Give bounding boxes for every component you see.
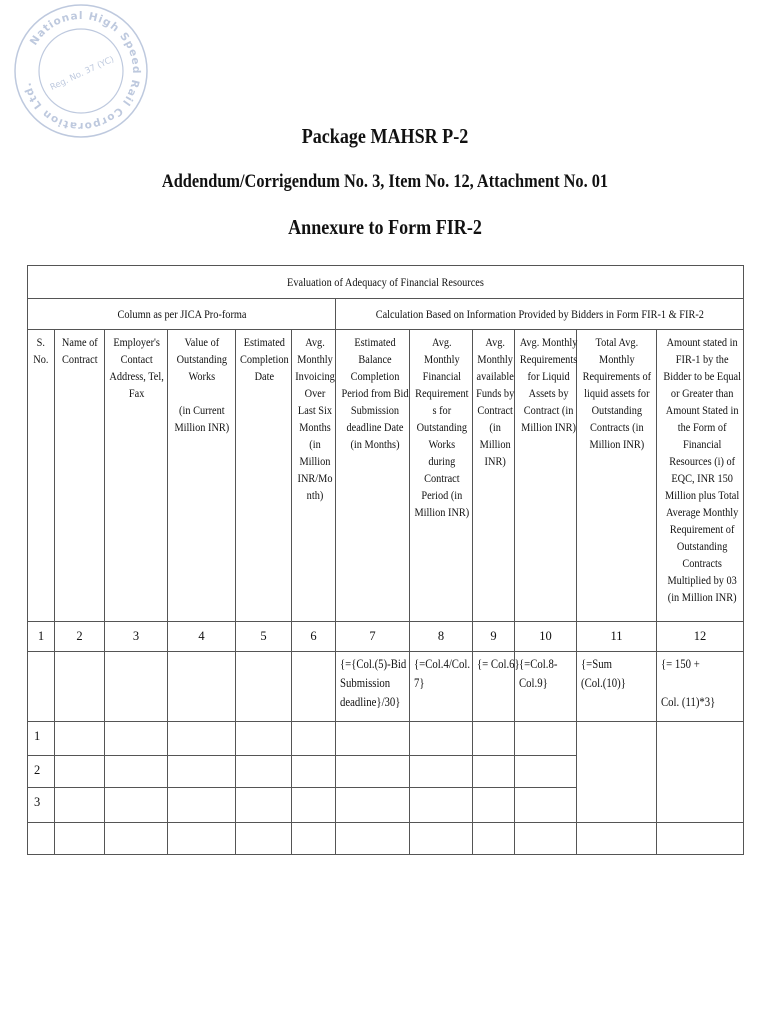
section-header-jica: Column as per JICA Pro-forma [28, 299, 336, 330]
column-header-6: Avg. Monthly Invoicing Over Last Six Months (in Million INR/Mo nth) [292, 330, 336, 622]
column-number-3: 3 [105, 622, 168, 652]
column-number-6: 6 [292, 622, 336, 652]
formula-col-9: {= Col.6} [473, 652, 515, 722]
row-number: 3 [28, 788, 55, 823]
column-number-11: 11 [577, 622, 657, 652]
row-number: 2 [28, 756, 55, 788]
column-header-11: Total Avg. Monthly Requirements of liquid assets for Outstanding Contracts (in Million INR) [577, 330, 657, 622]
column-header-2: Name of Contract [55, 330, 105, 622]
document-title: Package MAHSR P-2 [301, 124, 469, 148]
column-header-10: Avg. Monthly Requirements for Liquid Assets by Contract (in Million INR) [515, 330, 577, 622]
section-header-calculation: Calculation Based on Information Provided by Bidders in Form FIR-1 & FIR-2 [336, 299, 744, 330]
formula-row [28, 652, 744, 722]
column-header-row [28, 330, 744, 622]
column-number-7: 7 [336, 622, 410, 652]
column-number-5: 5 [236, 622, 292, 652]
formula-col-10: {=Col.8- Col.9} [515, 652, 577, 722]
row-number: 1 [28, 722, 55, 756]
column-number-10: 10 [515, 622, 577, 652]
document-subtitle: Addendum/Corrigendum No. 3, Item No. 12, Attachment No. 01 [161, 171, 609, 192]
column-header-5: Estimated Completion Date [236, 330, 292, 622]
table-row [28, 722, 744, 756]
formula-col-8: {=Col.4/Col. 7} [410, 652, 473, 722]
table-row-blank [28, 823, 744, 855]
column-number-12: 12 [657, 622, 744, 652]
merged-amount-cell [657, 722, 744, 823]
formula-col-12: {= 150 + Col. (11)*3} [657, 652, 744, 722]
column-header-1: S. No. [28, 330, 55, 622]
financial-resources-table [27, 265, 744, 855]
column-header-7: Estimated Balance Completion Period from Bid Submission deadline Date (in Months) [336, 330, 410, 622]
seal-text: National High Speed Rail Corporation Ltd. [21, 9, 143, 133]
formula-col-7: {={Col.(5)-Bid Submission deadline}/30} [336, 652, 410, 722]
column-header-3: Employer's Contact Address, Tel, Fax [105, 330, 168, 622]
column-number-9: 9 [473, 622, 515, 652]
column-number-4: 4 [168, 622, 236, 652]
column-header-12: Amount stated in FIR-1 by the Bidder to be Equal or Greater than Amount Stated in the Form of Financial Resources (i) of EQC, INR 150 Million plus Total Average Monthly Requirement of Outstanding Contracts Multiplied by 03 (in Million INR) [657, 330, 744, 622]
column-number-row [28, 622, 744, 652]
column-header-8: Avg. Monthly Financial Requirement s for Outstanding Works during Contract Period (in Million INR) [410, 330, 473, 622]
formula-col-11: {=Sum (Col.(10)} [577, 652, 657, 722]
column-header-4: Value of Outstanding Works (in Current Million INR) [168, 330, 236, 622]
column-number-1: 1 [28, 622, 55, 652]
merged-total-cell [577, 722, 657, 823]
column-header-9: Avg. Monthly available Funds by Contract (in Million INR) [473, 330, 515, 622]
table-caption: Evaluation of Adequacy of Financial Resources [28, 266, 744, 299]
annexure-title: Annexure to Form FIR-2 [288, 215, 482, 239]
seal-reg-number: Reg. No. 37 (YC) [48, 54, 116, 93]
column-number-2: 2 [55, 622, 105, 652]
column-number-8: 8 [410, 622, 473, 652]
